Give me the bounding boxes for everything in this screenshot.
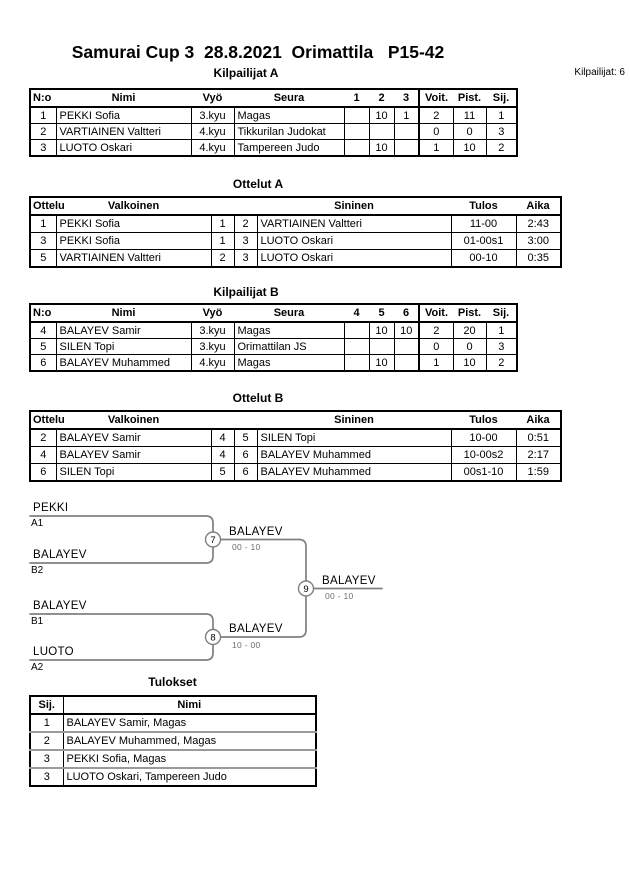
cell: 2 (211, 250, 234, 268)
cell: 6 (30, 464, 56, 482)
cell: 4 (30, 447, 56, 464)
cell: 4 (211, 429, 234, 447)
bracket-slot-name: BALAYEV (33, 549, 87, 561)
cell: PEKKI Sofia (56, 233, 211, 250)
cell (394, 140, 419, 157)
results-table (29, 695, 317, 787)
cell: VARTIAINEN Valtteri (56, 250, 211, 268)
cell: 00s1-10 (451, 464, 516, 482)
cell: PEKKI Sofia (56, 107, 191, 124)
header-cell: Sij. (486, 89, 517, 107)
bracket-seed-label: A1 (31, 518, 44, 529)
table-row (30, 250, 561, 268)
header-cell: Voit. (419, 304, 453, 322)
cell: 0:35 (516, 250, 561, 268)
cell: LUOTO Oskari (257, 250, 451, 268)
cell: LUOTO Oskari (257, 233, 451, 250)
cell (394, 339, 419, 355)
cell: 11-00 (451, 215, 516, 233)
page-title: Samurai Cup 3 28.8.2021 Orimattila P15-42 (71, 42, 445, 62)
cell: 2 (234, 215, 257, 233)
pool-a-table (29, 88, 518, 157)
cell: 3.kyu (191, 107, 234, 124)
cell: 6 (234, 447, 257, 464)
header-cell: N:o (30, 304, 56, 322)
cell: SILEN Topi (257, 429, 451, 447)
cell: 6 (30, 355, 56, 372)
final-score: 00 - 10 (325, 591, 354, 601)
cell: 3 (486, 124, 517, 140)
cell: 3:00 (516, 233, 561, 250)
semifinal-2-score: 10 - 00 (232, 640, 261, 650)
cell: 3.kyu (191, 339, 234, 355)
bracket-seed-label: B1 (31, 616, 44, 627)
cell: 1 (211, 215, 234, 233)
cell: 3 (30, 768, 63, 786)
cell: 10-00 (451, 429, 516, 447)
cell: 20 (453, 322, 486, 339)
cell: 11 (453, 107, 486, 124)
cell: 1 (30, 714, 63, 732)
header-cell: Sij. (30, 696, 63, 714)
header-cell: 5 (369, 304, 394, 322)
matches-a-title: Ottelut A (232, 177, 284, 191)
cell: Orimattilan JS (234, 339, 344, 355)
header-cell: Voit. (419, 89, 453, 107)
cell: 3.kyu (191, 322, 234, 339)
cell: 5 (234, 429, 257, 447)
cell: VARTIAINEN Valtteri (257, 215, 451, 233)
matches-b-table (29, 410, 562, 482)
header-cell: 3 (394, 89, 419, 107)
table-row (30, 714, 316, 732)
header-cell: 6 (394, 304, 419, 322)
cell: 2 (486, 355, 517, 372)
header-cell: Nimi (56, 89, 191, 107)
cell: 5 (30, 339, 56, 355)
cell (344, 322, 369, 339)
cell: 2 (486, 140, 517, 157)
cell: 5 (211, 464, 234, 482)
cell: 00-10 (451, 250, 516, 268)
cell (344, 355, 369, 372)
table-row (30, 322, 517, 339)
cell: PEKKI Sofia, Magas (63, 750, 316, 768)
pool-b-title: Kilpailijat B (213, 285, 279, 299)
header-cell: Tulos (451, 411, 516, 429)
cell: 10 (369, 355, 394, 372)
header-cell: Tulos (451, 197, 516, 215)
cell: 0 (419, 339, 453, 355)
results-title: Tulokset (148, 675, 197, 689)
cell: 2 (30, 124, 56, 140)
cell: 1 (419, 140, 453, 157)
results-header-row (30, 696, 316, 714)
cell (369, 339, 394, 355)
match-number-9: 9 (303, 584, 309, 595)
header-cell: Aika (516, 197, 561, 215)
bracket-seed-label: B2 (31, 565, 44, 576)
cell: 10-00s2 (451, 447, 516, 464)
cell: 10 (394, 322, 419, 339)
header-cell (211, 411, 234, 429)
cell: 0 (453, 124, 486, 140)
pool-a-header-row (30, 89, 517, 107)
cell: 1 (486, 322, 517, 339)
header-cell: Nimi (56, 304, 191, 322)
cell (369, 124, 394, 140)
table-row (30, 355, 517, 372)
cell: 1 (30, 215, 56, 233)
matches-b-header-row (30, 411, 561, 429)
bracket-seed-label: A2 (31, 662, 44, 673)
cell: 10 (453, 355, 486, 372)
header-cell: 1 (344, 89, 369, 107)
header-cell: Valkoinen (56, 197, 211, 215)
header-cell: Sininen (257, 197, 451, 215)
cell: 1 (394, 107, 419, 124)
table-row (30, 464, 561, 482)
cell: 10 (453, 140, 486, 157)
cell: 4.kyu (191, 124, 234, 140)
cell: 2 (30, 732, 63, 750)
table-row (30, 339, 517, 355)
header-cell: Valkoinen (56, 411, 211, 429)
cell: BALAYEV Muhammed (56, 355, 191, 372)
header-cell: Ottelu (30, 197, 56, 215)
table-row (30, 233, 561, 250)
header-cell: 2 (369, 89, 394, 107)
cell: 2:43 (516, 215, 561, 233)
cell: 1 (419, 355, 453, 372)
table-row (30, 429, 561, 447)
cell: 2 (419, 322, 453, 339)
cell: 4 (211, 447, 234, 464)
header-cell (211, 197, 234, 215)
cell: BALAYEV Samir, Magas (63, 714, 316, 732)
match-number-7: 7 (210, 535, 216, 546)
cell: 2 (30, 429, 56, 447)
cell: 3 (486, 339, 517, 355)
cell: BALAYEV Muhammed, Magas (63, 732, 316, 750)
cell: 4 (30, 322, 56, 339)
cell (344, 124, 369, 140)
cell (394, 124, 419, 140)
cell (344, 107, 369, 124)
cell: 1 (486, 107, 517, 124)
table-row (30, 768, 316, 786)
cell: 2:17 (516, 447, 561, 464)
cell: SILEN Topi (56, 339, 191, 355)
header-cell: Seura (234, 304, 344, 322)
cell: 0:51 (516, 429, 561, 447)
header-cell: N:o (30, 89, 56, 107)
match-number-8: 8 (210, 632, 216, 644)
cell: 1 (30, 107, 56, 124)
cell: BALAYEV Samir (56, 447, 211, 464)
cell: 1 (211, 233, 234, 250)
cell: 4.kyu (191, 355, 234, 372)
cell: Magas (234, 355, 344, 372)
cell: Tikkurilan Judokat (234, 124, 344, 140)
cell: 6 (234, 464, 257, 482)
header-cell: Pist. (453, 304, 486, 322)
cell: BALAYEV Muhammed (257, 464, 451, 482)
final-bracket (0, 495, 630, 691)
matches-b-title: Ottelut B (232, 391, 284, 405)
cell: Magas (234, 107, 344, 124)
cell: BALAYEV Samir (56, 322, 191, 339)
cell (394, 355, 419, 372)
cell: 01-00s1 (451, 233, 516, 250)
cell: LUOTO Oskari, Tampereen Judo (63, 768, 316, 786)
header-cell: Vyö (191, 304, 234, 322)
cell: BALAYEV Muhammed (257, 447, 451, 464)
semifinal-1-winner: BALAYEV (229, 526, 283, 538)
cell: SILEN Topi (56, 464, 211, 482)
final-winner: BALAYEV (322, 575, 376, 587)
header-cell: Pist. (453, 89, 486, 107)
cell: BALAYEV Samir (56, 429, 211, 447)
header-cell (234, 411, 257, 429)
table-row (30, 215, 561, 233)
cell: 3 (234, 250, 257, 268)
cell: 10 (369, 140, 394, 157)
cell: PEKKI Sofia (56, 215, 211, 233)
semifinal-1-score: 00 - 10 (232, 542, 261, 552)
pool-b-table (29, 303, 518, 372)
cell: VARTIAINEN Valtteri (56, 124, 191, 140)
cell: 2 (419, 107, 453, 124)
header-cell: Aika (516, 411, 561, 429)
cell: 5 (30, 250, 56, 268)
header-cell: Seura (234, 89, 344, 107)
table-row (30, 140, 517, 157)
pool-a-title: Kilpailijat A (213, 66, 279, 80)
header-cell: Vyö (191, 89, 234, 107)
table-row (30, 732, 316, 750)
table-row (30, 750, 316, 768)
header-cell: Nimi (63, 696, 316, 714)
cell: Tampereen Judo (234, 140, 344, 157)
cell: 10 (369, 322, 394, 339)
table-row (30, 447, 561, 464)
cell: LUOTO Oskari (56, 140, 191, 157)
table-row (30, 107, 517, 124)
bracket-slot-name: LUOTO (33, 646, 74, 658)
header-cell (234, 197, 257, 215)
header-cell: Sininen (257, 411, 451, 429)
bracket-lines (0, 495, 630, 691)
bracket-slot-name: PEKKI (33, 502, 69, 514)
cell (344, 140, 369, 157)
matches-a-header-row (30, 197, 561, 215)
participants-count-note: Kilpailijat: 6 (574, 67, 625, 78)
cell: 10 (369, 107, 394, 124)
cell: 0 (453, 339, 486, 355)
cell: 1:59 (516, 464, 561, 482)
cell: 0 (419, 124, 453, 140)
cell: 3 (30, 233, 56, 250)
cell: 3 (30, 750, 63, 768)
bracket-slot-name: BALAYEV (33, 600, 87, 612)
semifinal-2-winner: BALAYEV (229, 623, 283, 635)
cell: 3 (234, 233, 257, 250)
cell (344, 339, 369, 355)
cell: 3 (30, 140, 56, 157)
header-cell: Ottelu (30, 411, 56, 429)
pool-b-header-row (30, 304, 517, 322)
matches-a-table (29, 196, 562, 268)
header-cell: Sij. (486, 304, 517, 322)
cell: 4.kyu (191, 140, 234, 157)
header-cell: 4 (344, 304, 369, 322)
cell: Magas (234, 322, 344, 339)
table-row (30, 124, 517, 140)
